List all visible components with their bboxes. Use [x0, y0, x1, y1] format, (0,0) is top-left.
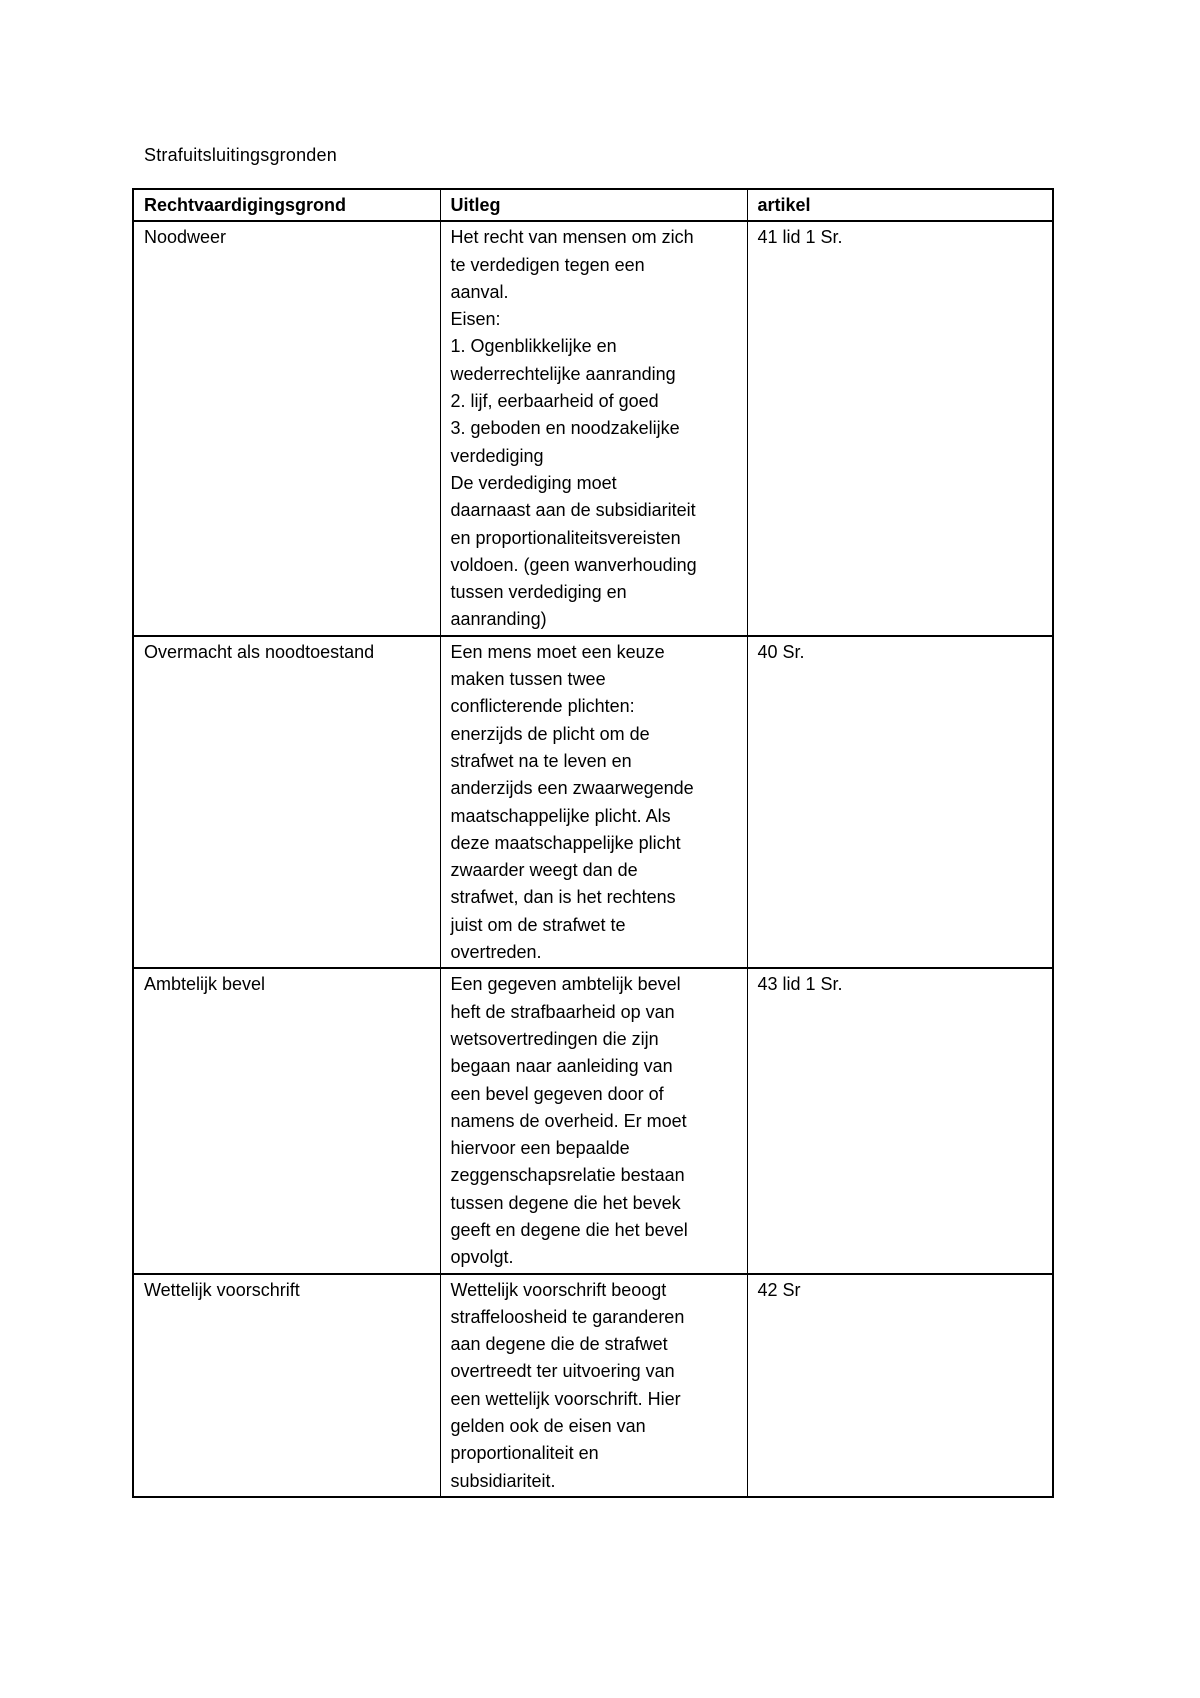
- table-row: [133, 221, 1053, 635]
- cell-article: 40 Sr.: [747, 636, 1053, 969]
- table-row: [133, 968, 1053, 1273]
- explanation-line: aan degene die de strafwet: [450, 1334, 668, 1355]
- explanation-line: Een mens moet een keuze: [450, 641, 665, 662]
- cell-explanation: [440, 636, 747, 969]
- explanation-line: heft de strafbaarheid op van: [450, 1001, 675, 1022]
- explanation-line: 3. geboden en noodzakelijke: [450, 418, 680, 439]
- header-ground: Rechtvaardigingsgrond: [133, 189, 440, 221]
- table-row: [133, 636, 1053, 969]
- explanation-line: tussen degene die het bevek: [450, 1192, 681, 1213]
- explanation-line: aanval.: [450, 281, 509, 302]
- cell-explanation: [440, 221, 747, 635]
- explanation-line: enerzijds de plicht om de: [450, 723, 650, 744]
- explanation-line: maken tussen twee: [450, 669, 606, 690]
- explanation-line: strafwet na te leven en: [450, 750, 632, 771]
- explanation-line: zwaarder weegt dan de: [450, 860, 638, 881]
- explanation-line: voldoen. (geen wanverhouding: [450, 554, 697, 575]
- explanation-line: 1. Ogenblikkelijke en: [450, 336, 617, 357]
- explanation-line: te verdedigen tegen een: [450, 254, 645, 275]
- explanation-line: opvolgt.: [450, 1247, 514, 1268]
- explanation-line: Een gegeven ambtelijk bevel: [450, 974, 681, 995]
- explanation-line: overtreedt ter uitvoering van: [450, 1361, 675, 1382]
- justification-grounds-table: [132, 188, 1054, 1498]
- explanation-line: een bevel gegeven door of: [450, 1083, 664, 1104]
- explanation-line: Het recht van mensen om zich: [450, 227, 694, 248]
- explanation-line: overtreden.: [450, 942, 542, 963]
- page-title: Strafuitsluitingsgronden: [144, 145, 337, 165]
- explanation-line: proportionaliteit en: [450, 1443, 599, 1464]
- explanation-line: tussen verdediging en: [450, 582, 627, 603]
- explanation-line: gelden ook de eisen van: [450, 1416, 646, 1437]
- table-header: [133, 189, 1053, 221]
- explanation-line: deze maatschappelijke plicht: [450, 832, 681, 853]
- header-row: [133, 189, 1053, 221]
- cell-ground: Ambtelijk bevel: [133, 968, 440, 1273]
- explanation-line: maatschappelijke plicht. Als: [450, 805, 671, 826]
- explanation-line: en proportionaliteitsvereisten: [450, 527, 681, 548]
- explanation-line: Wettelijk voorschrift beoogt: [450, 1279, 667, 1300]
- header-article: artikel: [747, 189, 1053, 221]
- explanation-line: juist om de strafwet te: [450, 914, 626, 935]
- explanation-line: Eisen:: [450, 309, 501, 330]
- explanation-line: verdediging: [450, 445, 544, 466]
- explanation-line: aanranding): [450, 609, 547, 630]
- explanation-line: De verdediging moet: [450, 472, 617, 493]
- explanation-line: zeggenschapsrelatie bestaan: [450, 1165, 685, 1186]
- cell-ground: Wettelijk voorschrift: [133, 1274, 440, 1497]
- header-explanation: Uitleg: [440, 189, 747, 221]
- explanation-line: anderzijds een zwaarwegende: [450, 778, 694, 799]
- table-row: [133, 1274, 1053, 1497]
- cell-article: 43 lid 1 Sr.: [747, 968, 1053, 1273]
- explanation-line: een wettelijk voorschrift. Hier: [450, 1388, 681, 1409]
- explanation-line: 2. lijf, eerbaarheid of goed: [450, 391, 659, 412]
- explanation-line: strafwet, dan is het rechtens: [450, 887, 676, 908]
- explanation-line: subsidiariteit.: [450, 1470, 556, 1491]
- explanation-line: namens de overheid. Er moet: [450, 1110, 687, 1131]
- explanation-line: hiervoor een bepaalde: [450, 1138, 630, 1159]
- cell-explanation: [440, 1274, 747, 1497]
- cell-ground: Noodweer: [133, 221, 440, 635]
- explanation-line: wederrechtelijke aanranding: [450, 363, 676, 384]
- table-body: [133, 221, 1053, 1497]
- explanation-line: begaan naar aanleiding van: [450, 1056, 673, 1077]
- cell-explanation: [440, 968, 747, 1273]
- explanation-line: daarnaast aan de subsidiariteit: [450, 500, 696, 521]
- explanation-line: conflicterende plichten:: [450, 696, 635, 717]
- cell-article: 42 Sr: [747, 1274, 1053, 1497]
- explanation-line: straffeloosheid te garanderen: [450, 1306, 685, 1327]
- explanation-line: geeft en degene die het bevel: [450, 1219, 688, 1240]
- cell-ground: Overmacht als noodtoestand: [133, 636, 440, 969]
- cell-article: 41 lid 1 Sr.: [747, 221, 1053, 635]
- explanation-line: wetsovertredingen die zijn: [450, 1028, 659, 1049]
